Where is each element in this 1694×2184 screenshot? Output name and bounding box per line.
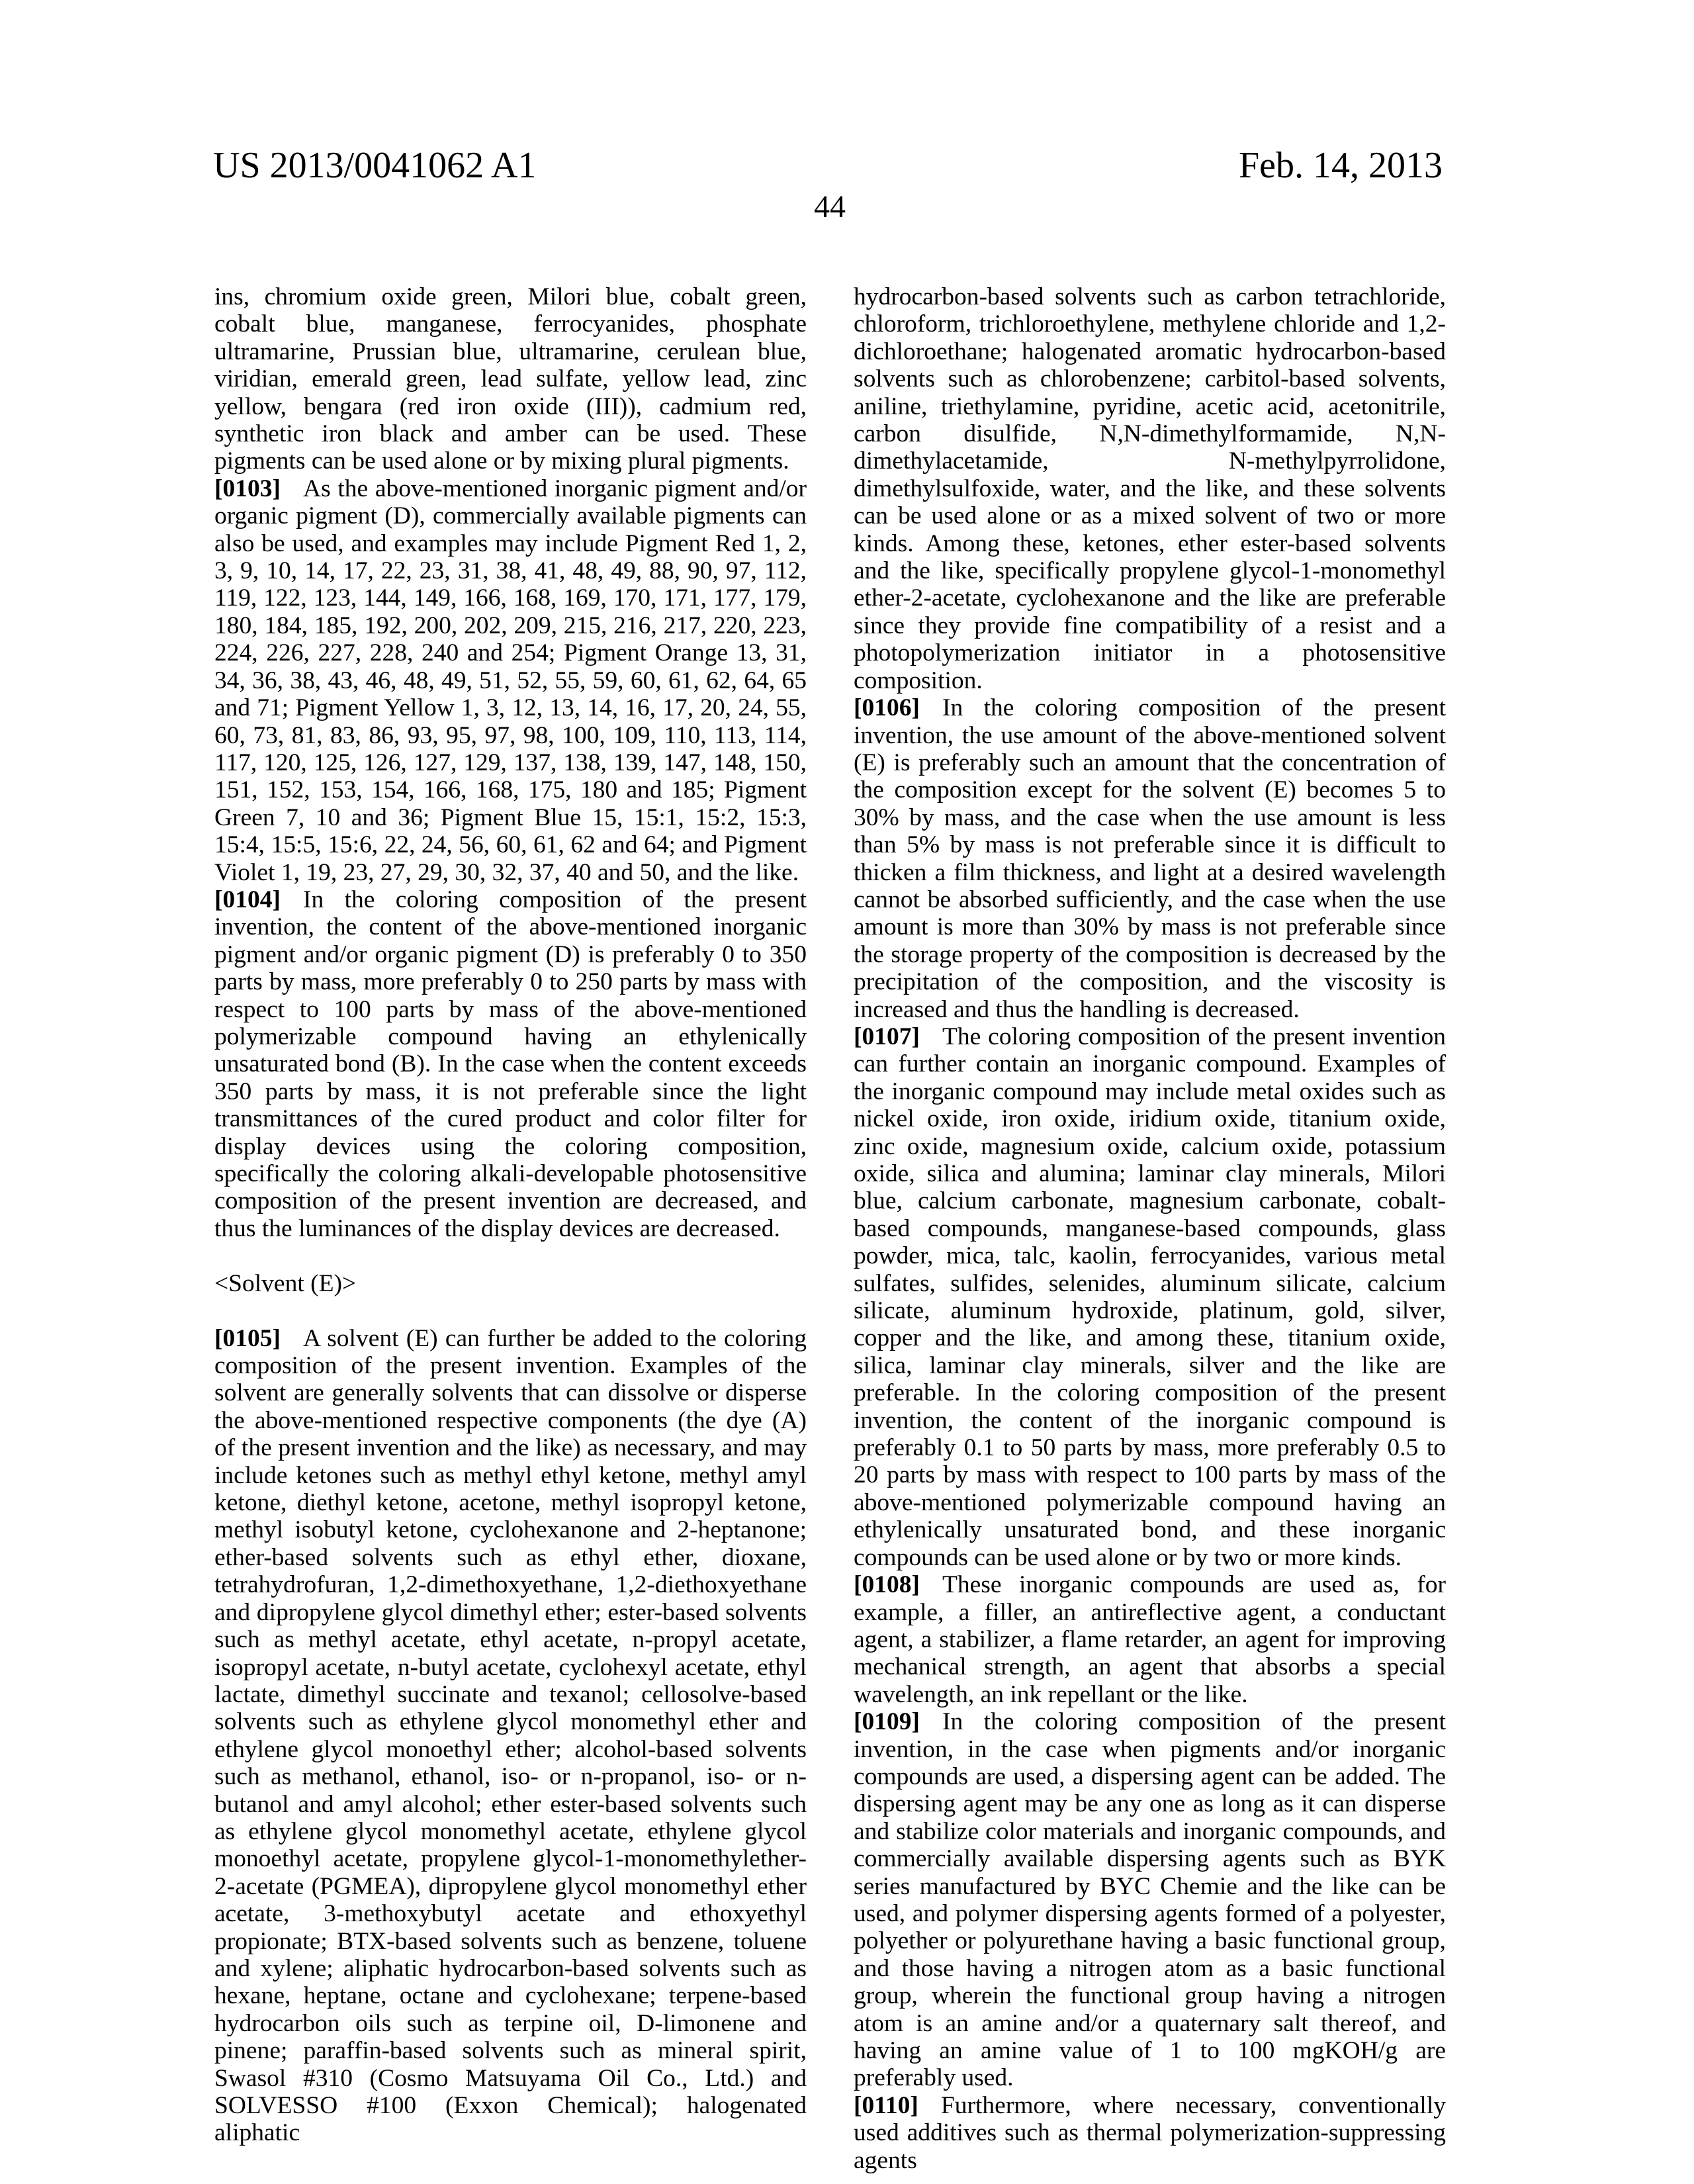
- paragraph-number: [0107]: [854, 1023, 920, 1050]
- paragraph-number: [0106]: [854, 694, 920, 721]
- paragraph-0109: [854, 1708, 1446, 2092]
- paragraph-number: [0105]: [214, 1325, 281, 1352]
- paragraph-text: As the above-mentioned inorganic pigment and/or organic pigment (D), commercially available pigments can also be used, and examples may include Pigment Red 1, 2, 3, 9, 10, 14, 17, 22, 23, 31, 38, 41, 48, 49, 88, 90, 97, 112, 119, 122, 123, 144, 149, 166, 168, 169, 170, 171, 177, 179, 180, 184, 185, 192, 200, 202, 209, 215, 216, 217, 220, 223, 224, 226, 227, 228, 240 and 254; Pigment Orange 13, 31, 34, 36, 38, 43, 46, 48, 49, 51, 52, 55, 59, 60, 61, 62, 64, 65 and 71; Pigment Yellow 1, 3, 12, 13, 14, 16, 17, 20, 24, 55, 60, 73, 81, 83, 86, 93, 95, 97, 98, 100, 109, 110, 113, 114, 117, 120, 125, 126, 127, 129, 137, 138, 139, 147, 148, 150, 151, 152, 153, 154, 166, 168, 175, 180 and 185; Pigment Green 7, 10 and 36; Pigment Blue 15, 15:1, 15:2, 15:3, 15:4, 15:5, 15:6, 22, 24, 56, 60, 61, 62 and 64; and Pigment Violet 1, 19, 23, 27, 29, 30, 32, 37, 40 and 50, and the like.: [214, 475, 807, 886]
- paragraph-0104: [214, 886, 807, 1242]
- paragraph-0105: [214, 1325, 807, 2147]
- paragraph-text: In the coloring composition of the present invention, the content of the above-mentioned inorganic pigment and/or organic pigment (D) is preferably 0 to 350 parts by mass, more preferably 0 to 250 parts by mass with respect to 100 parts by mass of the above-mentioned polymerizable compound having an ethylenically unsaturated bond (B). In the case when the content exceeds 350 parts by mass, it is not preferable since the light transmittances of the cured product and color filter for display devices using the coloring composition, specifically the coloring alkali-developable photosensitive composition of the present invention are decreased, and thus the luminances of the display devices are decreased.: [214, 886, 807, 1242]
- publication-date: Feb. 14, 2013: [1239, 144, 1443, 187]
- paragraph-text: Furthermore, where necessary, conventionally used additives such as thermal polymerization-suppressing agents: [854, 2092, 1446, 2174]
- paragraph-continued: [214, 283, 807, 475]
- paragraph-0106: [854, 694, 1446, 1023]
- paragraph-number: [0103]: [214, 475, 281, 502]
- paragraph-number: [0110]: [854, 2092, 918, 2119]
- paragraph-text: The coloring composition of the present invention can further contain an inorganic compound. Examples of the inorganic compound may include metal oxides such as nickel oxide, iron oxide, iridium oxide, titanium oxide, zinc oxide, magnesium oxide, calcium oxide, potassium oxide, silica and alumina; laminar clay minerals, Milori blue, calcium carbonate, magnesium carbonate, cobalt-based compounds, manganese-based compounds, glass powder, mica, talc, kaolin, ferrocyanides, various metal sulfates, sulfides, selenides, aluminum silicate, calcium silicate, aluminum hydroxide, platinum, gold, silver, copper and the like, and among these, titanium oxide, silica, laminar clay minerals, silver and the like are preferable. In the coloring composition of the present invention, the content of the inorganic compound is preferably 0.1 to 50 parts by mass, more preferably 0.5 to 20 parts by mass with respect to 100 parts by mass of the above-mentioned polymerizable compound having an ethylenically unsaturated bond, and these inorganic compounds can be used alone or by two or more kinds.: [854, 1023, 1446, 1571]
- paragraph-text: In the coloring composition of the present invention, in the case when pigments and/or inorganic compounds are used, a dispersing agent can be added. The dispersing agent may be any one as long as it can disperse and stabilize color materials and inorganic compounds, and commercially available dispersing agents such as BYK series manufactured by BYC Chemie and the like can be used, and polymer dispersing agents formed of a polyester, polyether or polyurethane having a basic functional group, and those having a nitrogen atom as a basic functional group, wherein the functional group having a nitrogen atom is an amine and/or a quaternary salt thereof, and having an amine value of 1 to 100 mgKOH/g are preferably used.: [854, 1708, 1446, 2091]
- paragraph-0103: [214, 475, 807, 886]
- paragraph-0110: [854, 2092, 1446, 2174]
- right-column: [854, 283, 1446, 2174]
- paragraph-number: [0104]: [214, 886, 281, 913]
- section-heading-solvent: <Solvent (E)>: [214, 1270, 807, 1297]
- paragraph-text: hydrocarbon-based solvents such as carbon tetrachloride, chloroform, trichloroethylene, methylene chloride and 1,2-dichloroethane; halogenated aromatic hydrocarbon-based solvents such as chlorobenzene; carbitol-based solvents, aniline, triethylamine, pyridine, acetic acid, acetonitrile, carbon disulfide, N,N-dimethylformamide, N,N-dimethylacetamide, N-methylpyrrolidone, dimethylsulfoxide, water, and the like, and these solvents can be used alone or as a mixed solvent of two or more kinds. Among these, ketones, ether ester-based solvents and the like, specifically propylene glycol-1-monomethyl ether-2-acetate, cyclohexanone and the like are preferable since they provide fine compatibility of a resist and a photopolymerization initiator in a photosensitive composition.: [854, 283, 1446, 694]
- paragraph-text: A solvent (E) can further be added to the coloring composition of the present invention. Examples of the solvent are generally solvents that can dissolve or disperse the above-mentioned respective components (the dye (A) of the present invention and the like) as necessary, and may include ketones such as methyl ethyl ketone, methyl amyl ketone, diethyl ketone, acetone, methyl isopropyl ketone, methyl isobutyl ketone, cyclohexanone and 2-heptanone; ether-based solvents such as ethyl ether, dioxane, tetrahydrofuran, 1,2-dimethoxyethane, 1,2-diethoxyethane and dipropylene glycol dimethyl ether; ester-based solvents such as methyl acetate, ethyl acetate, n-propyl acetate, isopropyl acetate, n-butyl acetate, cyclohexyl acetate, ethyl lactate, dimethyl succinate and texanol; cellosolve-based solvents such as ethylene glycol monomethyl ether and ethylene glycol monoethyl ether; alcohol-based solvents such as methanol, ethanol, iso- or n-propanol, iso- or n-butanol and amyl alcohol; ether ester-based solvents such as ethylene glycol monomethyl acetate, ethylene glycol monoethyl acetate, propylene glycol-1-monomethylether-2-acetate (PGMEA), dipropylene glycol monomethyl ether acetate, 3-methoxybutyl acetate and ethoxyethyl propionate; BTX-based solvents such as benzene, toluene and xylene; aliphatic hydrocarbon-based solvents such as hexane, heptane, octane and cyclohexane; terpene-based hydrocarbon oils such as terpine oil, D-limonene and pinene; paraffin-based solvents such as mineral spirit, Swasol #310 (Cosmo Matsuyama Oil Co., Ltd.) and SOLVESSO #100 (Exxon Chemical); halogenated aliphatic: [214, 1325, 807, 2147]
- page-number: 44: [0, 189, 1660, 225]
- paragraph-continued: [854, 283, 1446, 694]
- paragraph-text: These inorganic compounds are used as, for example, a filler, an antireflective agent, a conductant agent, a stabilizer, a flame retarder, an agent for improving mechanical strength, an agent that absorbs a special wavelength, an ink repellant or the like.: [854, 1571, 1446, 1708]
- paragraph-text: ins, chromium oxide green, Milori blue, cobalt green, cobalt blue, manganese, ferrocyanides, phosphate ultramarine, Prussian blue, ultramarine, cerulean blue, viridian, emerald green, lead sulfate, yellow lead, zinc yellow, bengara (red iron oxide (III)), cadmium red, synthetic iron black and amber can be used. These pigments can be used alone or by mixing plural pigments.: [214, 283, 807, 475]
- paragraph-0107: [854, 1023, 1446, 1571]
- paragraph-number: [0108]: [854, 1571, 920, 1598]
- left-column: [214, 283, 807, 2147]
- paragraph-number: [0109]: [854, 1708, 920, 1735]
- paragraph-text: In the coloring composition of the present invention, the use amount of the above-mentioned solvent (E) is preferably such an amount that the concentration of the composition except for the solvent (E) becomes 5 to 30% by mass, and the case when the use amount is less than 5% by mass is not preferable since it is difficult to thicken a film thickness, and light at a desired wavelength cannot be absorbed sufficiently, and the case when the use amount is more than 30% by mass is not preferable since the storage property of the composition is decreased by the precipitation of the composition, and the viscosity is increased and thus the handling is decreased.: [854, 694, 1446, 1023]
- paragraph-0108: [854, 1571, 1446, 1708]
- publication-number: US 2013/0041062 A1: [213, 144, 537, 187]
